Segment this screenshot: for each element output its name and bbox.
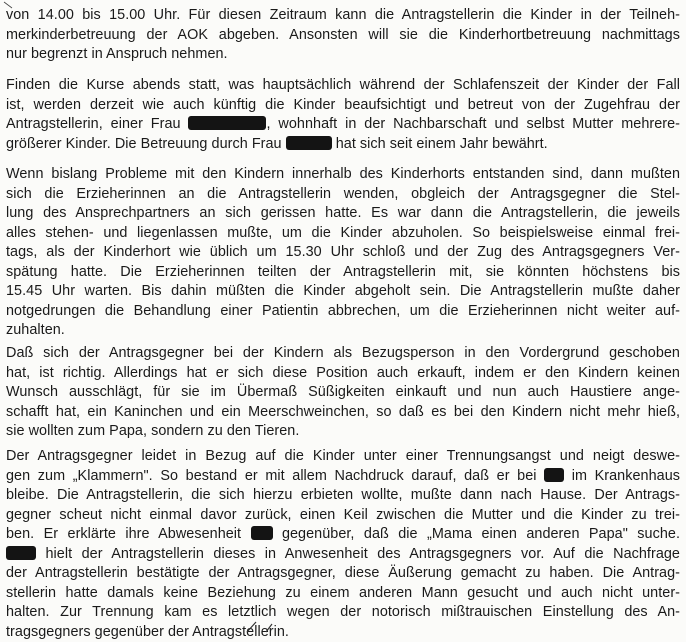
text-line	[6, 545, 680, 565]
text-line: nur begrenzt in Anspruch nehmen.	[6, 45, 680, 65]
redaction-bar	[6, 546, 36, 560]
text-line: gegner scheut nicht einmal davor zurück, einen Keil zwischen die Mutter und die Kinder zu trei-	[6, 506, 680, 526]
paragraph-5	[6, 447, 680, 642]
text-line: stellerin hatte damals keine Beziehung zu einem anderen Mann gesucht und auch nicht unter-	[6, 584, 680, 604]
text-segment: im Krankenhaus	[564, 468, 680, 484]
text-segment: gen zum „Klammern". So bestand er mit allem Nachdruck darauf, daß er bei	[6, 468, 544, 484]
redaction-bar	[544, 468, 564, 482]
text-line: von 14.00 bis 15.00 Uhr. Für diesen Zeitraum kann die Antragstellerin die Kinder in der Teilneh-	[6, 6, 680, 26]
text-line: tragsgegners gegenüber der Antragstellerin.	[6, 623, 680, 642]
text-line: Wunsch ausschlägt, für sie im Übermaß Süßigkeiten einkauft und nun auch Haustiere ange-	[6, 383, 680, 403]
text-line: Daß sich der Antragsgegner bei der Kindern als Bezugsperson in den Vordergrund geschoben	[6, 344, 680, 364]
paragraph-3	[6, 165, 680, 341]
text-line	[6, 525, 680, 545]
text-line: ist, werden derzeit wie auch künftig die Kinder beaufsichtigt und betreut von der Zugehfrau der	[6, 96, 680, 116]
text-line: lung des Ansprechpartners an sich gerissen hatte. Es war dann die Antragstellerin, die jeweils	[6, 204, 680, 224]
text-line: 15.45 Uhr warten. Bis dahin müßten die Kinder abgeholt sein. Die Antragstellerin mußte daher	[6, 282, 680, 302]
text-segment: , wohnhaft in der Nachbarschaft und selbst Mutter mehrere-	[266, 116, 680, 132]
text-line: spätung hatte. Die Erzieherinnen teilten der Antragstellerin mit, sie könnten höchstens bis	[6, 263, 680, 283]
text-line: sich die Erzieherinnen an die Antragstellerin wenden, obgleich der Antragsgegner die Stel-	[6, 185, 680, 205]
text-line	[6, 467, 680, 487]
text-segment: hat sich seit einem Jahr bewährt.	[332, 136, 548, 152]
paragraph-1	[6, 6, 680, 65]
text-line: hat, ist richtig. Allerdings hat er sich diese Position auch erkauft, indem er den Kindern keinen	[6, 364, 680, 384]
text-line: halten. Zur Trennung kam es letztlich wegen der notorisch mißtrauischen Einstellung des An-	[6, 603, 680, 623]
text-line: alles stehen- und liegenlassen mußte, um die Kinder abzuholen. So beispielsweise einmal frei-	[6, 224, 680, 244]
redaction-bar	[286, 136, 332, 150]
text-line: zuhalten.	[6, 321, 680, 341]
text-line	[6, 115, 680, 135]
text-segment: gegenüber, daß die „Mama einen anderen Papa" suche.	[273, 526, 680, 542]
text-line: schafft hat, ein Kaninchen und ein Meerschweinchen, so daß es bei den Kindern nicht mehr hieß,	[6, 403, 680, 423]
text-line: notgedrungen die Behandlung einer Patientin abbrechen, um die Erzieherinnen nicht weiter auf-	[6, 302, 680, 322]
text-segment: größerer Kinder. Die Betreuung durch Frau	[6, 136, 286, 152]
text-line: bleibe. Die Antragstellerin, die sich hierzu erbieten wollte, mußte dann nach Hause. Der Antrags-	[6, 486, 680, 506]
paragraph-4	[6, 344, 680, 442]
text-line: Der Antragsgegner leidet in Bezug auf die Kinder unter einer Trennungsangst und neigt deswe-	[6, 447, 680, 467]
redaction-bar	[251, 526, 273, 540]
text-line: der Antragstellerin bestätigte der Antragsgegner, diese Äußerung gemacht zu haben. Die Antrag-	[6, 564, 680, 584]
paragraph-2	[6, 76, 680, 154]
text-line: merkinderbetreuung der AOK abgeben. Ansonsten will sie die Kinderhortbetreuung nachmittags	[6, 26, 680, 46]
text-segment: hielt der Antragstellerin dieses in Anwesenheit des Antragsgegners vor. Auf die Nachfrage	[36, 546, 680, 562]
text-line: Wenn bislang Probleme mit den Kindern innerhalb des Kinderhorts entstanden sind, dann mußten	[6, 165, 680, 185]
text-line: Finden die Kurse abends statt, was hauptsächlich während der Schlafenszeit der Kinder der Fall	[6, 76, 680, 96]
text-line: sie wollten zum Papa, sondern zu den Tieren.	[6, 422, 680, 442]
redaction-bar	[188, 116, 266, 130]
text-line: tags, als der Kinderhort wie üblich um 15.30 Uhr schloß und der Zug des Antragsgegners Ver-	[6, 243, 680, 263]
text-segment: ben. Er erklärte ihre Abwesenheit	[6, 526, 251, 542]
text-line	[6, 135, 680, 155]
text-segment: Antragstellerin, einer Frau	[6, 116, 188, 132]
